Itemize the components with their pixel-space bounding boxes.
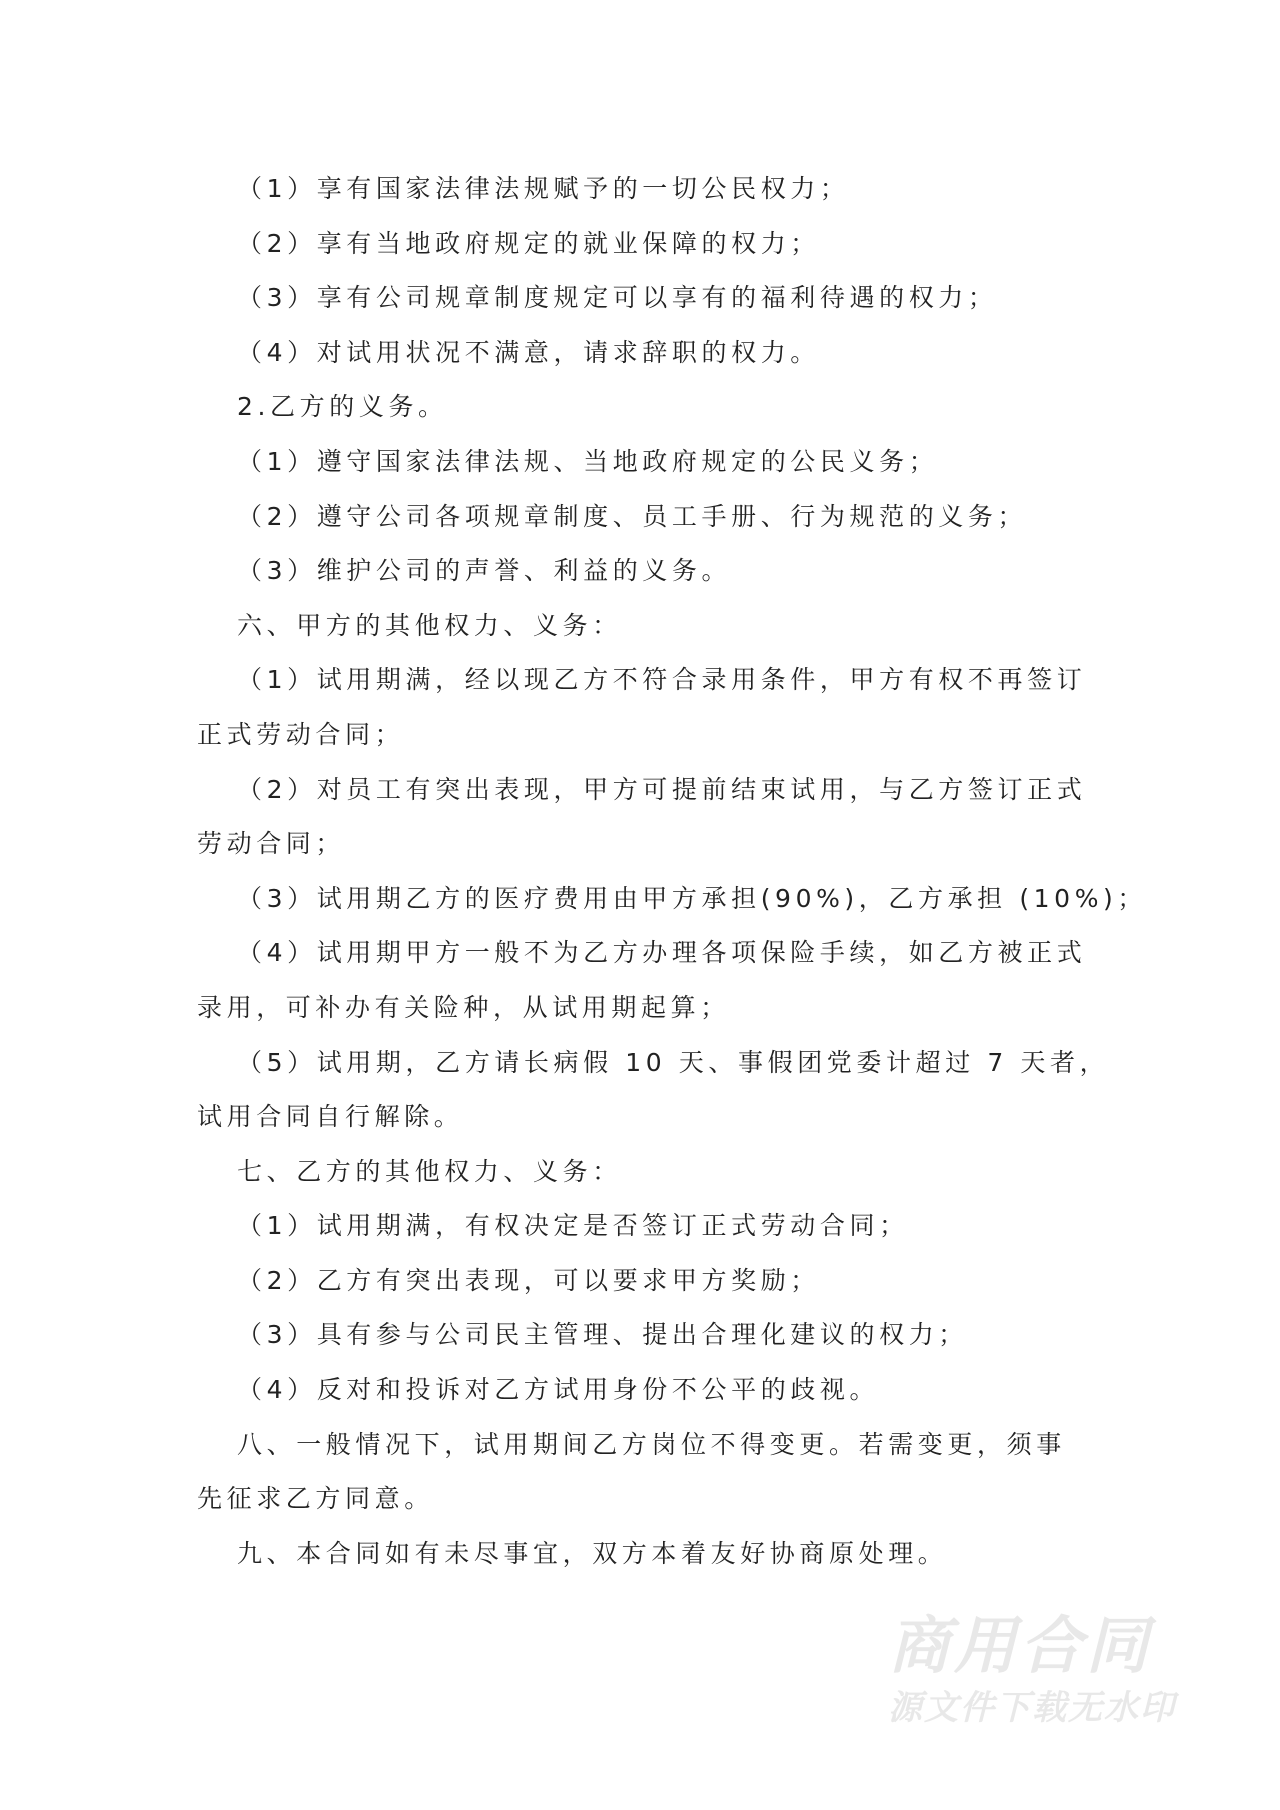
watermark-title: 商用合同 <box>888 1609 1153 1682</box>
text-line: （3）享有公司规章制度规定可以享有的福利待遇的权力； <box>237 283 998 313</box>
watermark-subtitle: 源文件下载无水印 <box>888 1688 1176 1728</box>
text-line: （4）对试用状况不满意，请求辞职的权力。 <box>237 337 820 367</box>
text-line: （3）维护公司的声誉、利益的义务。 <box>237 556 732 586</box>
text-line: （2）遵守公司各项规章制度、员工手册、行为规范的义务； <box>237 501 1028 531</box>
text-line: （1）试用期满，有权决定是否签订正式劳动合同； <box>237 1211 909 1241</box>
text-line: （2）对员工有突出表现，甲方可提前结束试用，与乙方签订正式 <box>237 774 1087 804</box>
text-line: （3）具有参与公司民主管理、提出合理化建议的权力； <box>237 1320 968 1350</box>
text-line: 先征求乙方同意。 <box>197 1484 434 1514</box>
text-line: （5）试用期，乙方请长病假 10 天、事假团党委计超过 7 天者， <box>237 1047 1110 1077</box>
text-line: （4）试用期甲方一般不为乙方办理各项保险手续，如乙方被正式 <box>237 938 1087 968</box>
text-line: 九、本合同如有未尽事宜，双方本着友好协商原处理。 <box>237 1538 948 1568</box>
text-line: （2）乙方有突出表现，可以要求甲方奖励； <box>237 1265 820 1295</box>
text-line: （3）试用期乙方的医疗费用由甲方承担(90%)，乙方承担 (10%)； <box>237 883 1148 913</box>
text-line: 2.乙方的义务。 <box>237 392 448 422</box>
text-line: 录用，可补办有关险种，从试用期起算； <box>197 992 730 1022</box>
text-line: 劳动合同； <box>197 829 346 859</box>
text-line: （2）享有当地政府规定的就业保障的权力； <box>237 228 820 258</box>
document-body <box>197 162 1148 1581</box>
text-line: 七、乙方的其他权力、义务： <box>237 1156 622 1186</box>
text-line: 正式劳动合同； <box>197 719 405 749</box>
text-line: 八、一般情况下，试用期间乙方岗位不得变更。若需变更，须事 <box>237 1429 1066 1459</box>
text-line: （1）享有国家法律法规赋予的一切公民权力； <box>237 174 850 203</box>
text-line: （1）遵守国家法律法规、当地政府规定的公民义务； <box>237 446 939 476</box>
text-line: 六、甲方的其他权力、义务： <box>237 610 622 640</box>
text-line: （1）试用期满，经以现乙方不符合录用条件，甲方有权不再签订 <box>237 665 1087 695</box>
text-line: 试用合同自行解除。 <box>197 1102 464 1132</box>
text-line: （4）反对和投诉对乙方试用身份不公平的歧视。 <box>237 1375 880 1405</box>
